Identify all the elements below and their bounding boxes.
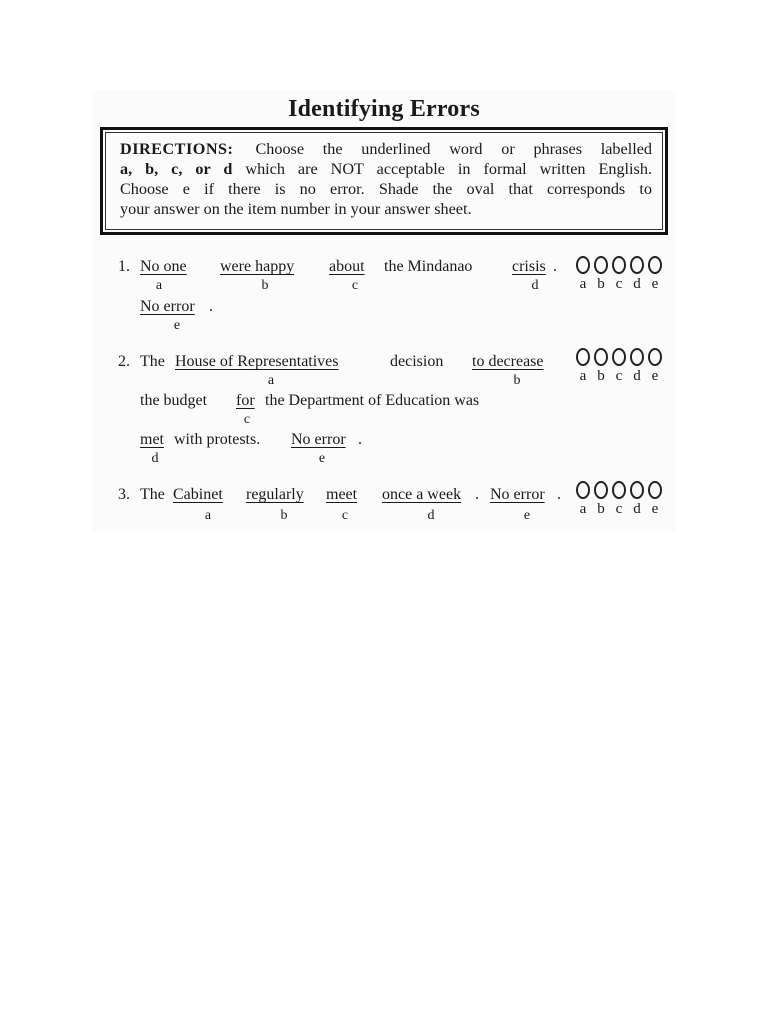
choice-label: a [267,373,275,388]
directions-heading: DIRECTIONS: [120,140,234,158]
choice-label: e [173,318,181,333]
punctuation: . [557,486,561,503]
oval-b[interactable] [594,481,608,499]
punctuation: . [475,486,479,503]
choice-e-text: No error [291,431,346,448]
choice-label: d [427,508,435,523]
oval-a[interactable] [576,256,590,274]
oval-a[interactable] [576,348,590,366]
choice-c-text: for [236,392,255,409]
item-number: 2. [118,353,130,370]
answer-ovals[interactable] [576,348,662,366]
choice-b-text: to decrease [472,353,544,370]
choice-label: b [261,278,269,293]
item-number: 3. [118,486,130,503]
oval-b[interactable] [594,256,608,274]
sentence-text: the Mindanao [384,258,473,275]
sentence-text: the Department of Education was [265,392,480,409]
choice-label: c [243,412,251,427]
oval-b[interactable] [594,348,608,366]
sentence-text: decision [390,353,444,370]
sentence-text: the budget [140,392,208,409]
directions-text: DIRECTIONS: Choose the underlined word or phrases labelled a, b, c, or d which are NOT acceptable in formal written English. Choose e if there is no error. Shade the oval that corresponds to your answer on the item number in your answer sheet. [105,132,663,230]
choice-d-text: met [140,431,164,448]
answer-ovals[interactable] [576,481,662,499]
choice-e-text: No error [140,298,195,315]
item-number: 1. [118,258,130,275]
choice-d-text: crisis [512,258,546,275]
oval-e[interactable] [648,256,662,274]
choice-label: b [513,373,521,388]
sentence-text: The [140,486,165,503]
choice-label: d [151,451,159,466]
punctuation: . [358,431,362,448]
choice-label: c [341,508,349,523]
oval-letters: a b c d e [579,276,659,292]
choice-b-text: regularly [246,486,304,503]
choice-label: a [155,278,163,293]
worksheet [92,90,676,532]
choice-a-text: No one [140,258,187,275]
choice-a-text: House of Representatives [175,353,339,370]
oval-letters: a b c d e [579,368,659,384]
answer-ovals[interactable] [576,256,662,274]
choice-label: d [531,278,539,293]
sentence-text: with protests. [174,431,261,448]
directions-box [100,127,668,235]
sentence-text: The [140,353,165,370]
choice-e-text: No error [490,486,545,503]
choice-label: c [351,278,359,293]
oval-letters: a b c d e [579,501,659,517]
oval-a[interactable] [576,481,590,499]
choice-a-text: Cabinet [173,486,223,503]
choice-label: e [318,451,326,466]
choice-c-text: meet [326,486,358,503]
oval-c[interactable] [612,256,626,274]
oval-d[interactable] [630,481,644,499]
choice-label: b [280,508,288,523]
choice-letters: a, b, c, or d [120,160,233,178]
punctuation: . [553,258,557,275]
oval-d[interactable] [630,348,644,366]
choice-label: a [204,508,212,523]
oval-c[interactable] [612,481,626,499]
choice-d-text: once a week [382,486,462,503]
choice-b-text: were happy [220,258,295,275]
worksheet-title: Identifying Errors [288,96,480,122]
choice-label: e [523,508,531,523]
punctuation: . [209,298,213,315]
oval-d[interactable] [630,256,644,274]
oval-e[interactable] [648,481,662,499]
choice-c-text: about [329,258,365,275]
oval-e[interactable] [648,348,662,366]
oval-c[interactable] [612,348,626,366]
